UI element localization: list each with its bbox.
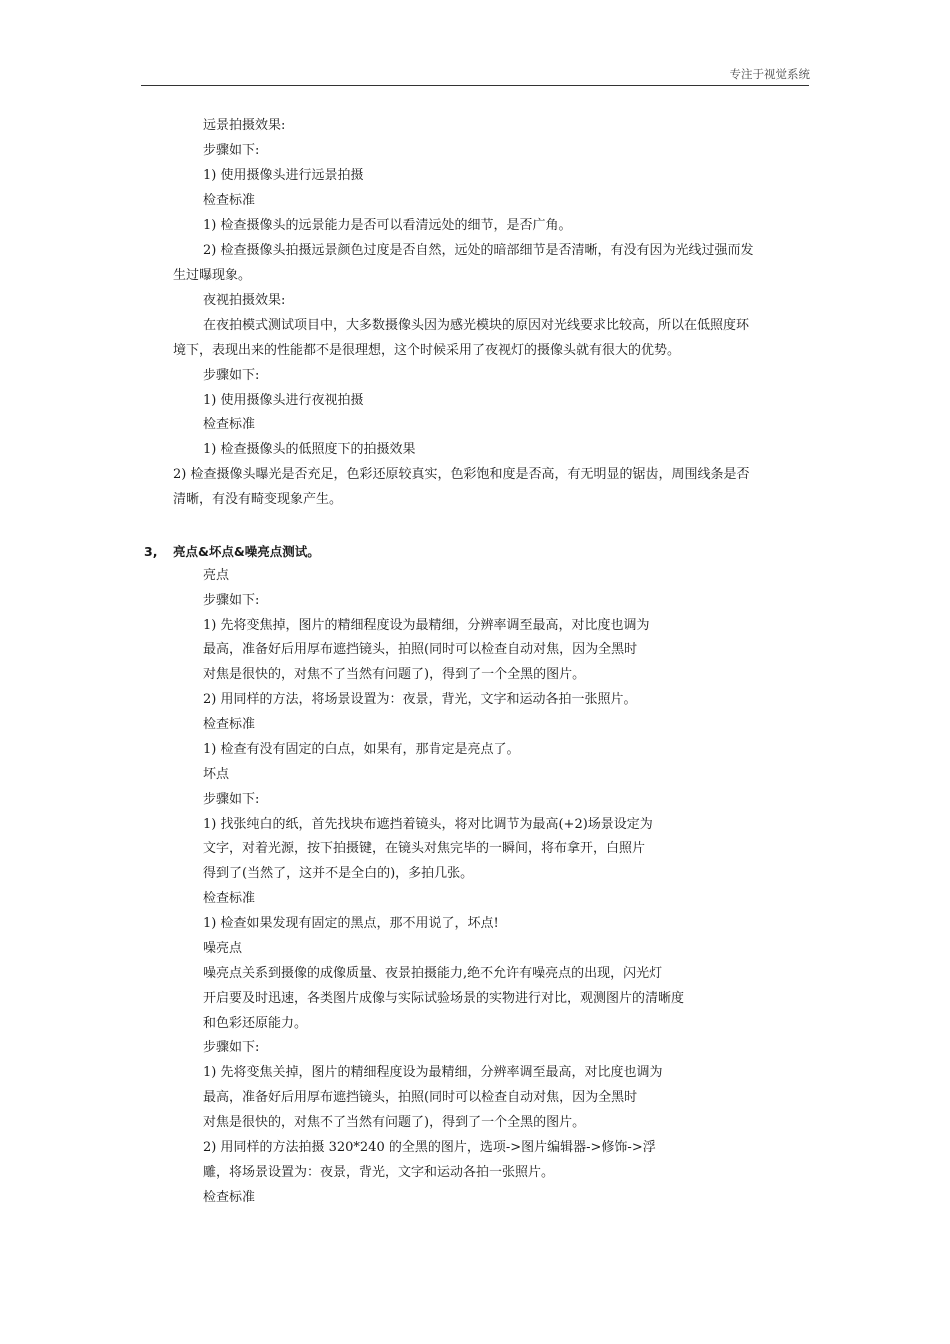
subheading-noise-pixel: 噪亮点: [203, 941, 243, 956]
step-item-continued: 对焦是很快的，对焦不了当然有问题了)，得到了一个全黑的图片。: [203, 1115, 586, 1130]
criteria-label: 检查标准: [203, 717, 256, 732]
step-item-continued: 对焦是很快的，对焦不了当然有问题了)，得到了一个全黑的图片。: [203, 667, 586, 682]
step-item-continued: 最高，准备好后用厚布遮挡镜头，拍照(同时可以检查自动对焦，因为全黑时: [203, 1090, 638, 1105]
steps-label: 步骤如下:: [203, 1040, 260, 1055]
steps-label: 步骤如下:: [203, 593, 260, 608]
step-item: 2) 用同样的方法拍摄 320*240 的全黑的图片，选项->图片编辑器->修饰->浮: [203, 1140, 656, 1155]
paragraph-continued: 境下，表现出来的性能都不是很理想，这个时候采用了夜视灯的摄像头就有很大的优势。: [173, 343, 681, 358]
criteria-item: 1) 检查如果发现有固定的黑点，那不用说了，坏点!: [203, 916, 499, 931]
step-item: 1) 使用摄像头进行夜视拍摄: [203, 393, 364, 408]
step-item-continued: 雕，将场景设置为：夜景，背光，文字和运动各拍一张照片。: [203, 1165, 555, 1180]
header-title: 专注于视觉系统: [729, 67, 810, 81]
paragraph-continued: 开启要及时迅速，各类图片成像与实际试验场景的实物进行对比，观测图片的清晰度: [203, 991, 685, 1006]
step-item-continued: 最高，准备好后用厚布遮挡镜头，拍照(同时可以检查自动对焦，因为全黑时: [203, 642, 638, 657]
subheading-far-view: 远景拍摄效果:: [203, 118, 286, 133]
step-item: 2) 用同样的方法，将场景设置为：夜景，背光，文字和运动各拍一张照片。: [203, 692, 637, 707]
section-title: 亮点&坏点&噪亮点测试。: [173, 544, 320, 559]
criteria-item-continued: 清晰，有没有畸变现象产生。: [173, 492, 343, 507]
step-item: 1) 找张纯白的纸，首先找块布遮挡着镜头，将对比调节为最高(+2)场景设定为: [203, 817, 653, 832]
section-number: 3,: [144, 544, 158, 559]
criteria-item: 1) 检查摄像头的低照度下的拍摄效果: [203, 442, 416, 457]
paragraph: 在夜拍模式测试项目中，大多数摄像头因为感光模块的原因对光线要求比较高，所以在低照度环: [203, 318, 750, 333]
subheading-night-view: 夜视拍摄效果:: [203, 293, 286, 308]
step-item: 1) 先将变焦掉，图片的精细程度设为最精细，分辨率调至最高，对比度也调为: [203, 618, 650, 633]
criteria-label: 检查标准: [203, 417, 256, 432]
step-item-continued: 得到了(当然了，这并不是全白的)，多拍几张。: [203, 866, 474, 881]
step-item: 1) 使用摄像头进行远景拍摄: [203, 168, 364, 183]
paragraph: 噪亮点关系到摄像的成像质量、夜景拍摄能力,绝不允许有噪亮点的出现，闪光灯: [203, 966, 663, 981]
paragraph-continued: 和色彩还原能力。: [203, 1016, 308, 1031]
criteria-label: 检查标准: [203, 891, 256, 906]
criteria-item: 2) 检查摄像头曝光是否充足，色彩还原较真实，色彩饱和度是否高，有无明显的锯齿，周围线条是否: [173, 467, 750, 482]
subheading-dead-pixel: 坏点: [203, 767, 230, 782]
criteria-item: 2) 检查摄像头拍摄远景颜色过度是否自然，远处的暗部细节是否清晰，有没有因为光线过强而发: [203, 243, 754, 258]
criteria-item: 1) 检查摄像头的远景能力是否可以看清远处的细节，是否广角。: [203, 218, 572, 233]
subheading-bright-pixel: 亮点: [203, 568, 230, 583]
steps-label: 步骤如下:: [203, 143, 260, 158]
steps-label: 步骤如下:: [203, 792, 260, 807]
header-divider: [141, 85, 809, 86]
criteria-label: 检查标准: [203, 193, 256, 208]
step-item: 1) 先将变焦关掉，图片的精细程度设为最精细，分辨率调至最高，对比度也调为: [203, 1065, 663, 1080]
criteria-label: 检查标准: [203, 1190, 256, 1205]
criteria-item-continued: 生过曝现象。: [173, 268, 252, 283]
step-item-continued: 文字，对着光源，按下拍摄键，在镜头对焦完毕的一瞬间，将布拿开，白照片: [203, 841, 646, 856]
criteria-item: 1) 检查有没有固定的白点，如果有，那肯定是亮点了。: [203, 742, 520, 757]
steps-label: 步骤如下:: [203, 368, 260, 383]
